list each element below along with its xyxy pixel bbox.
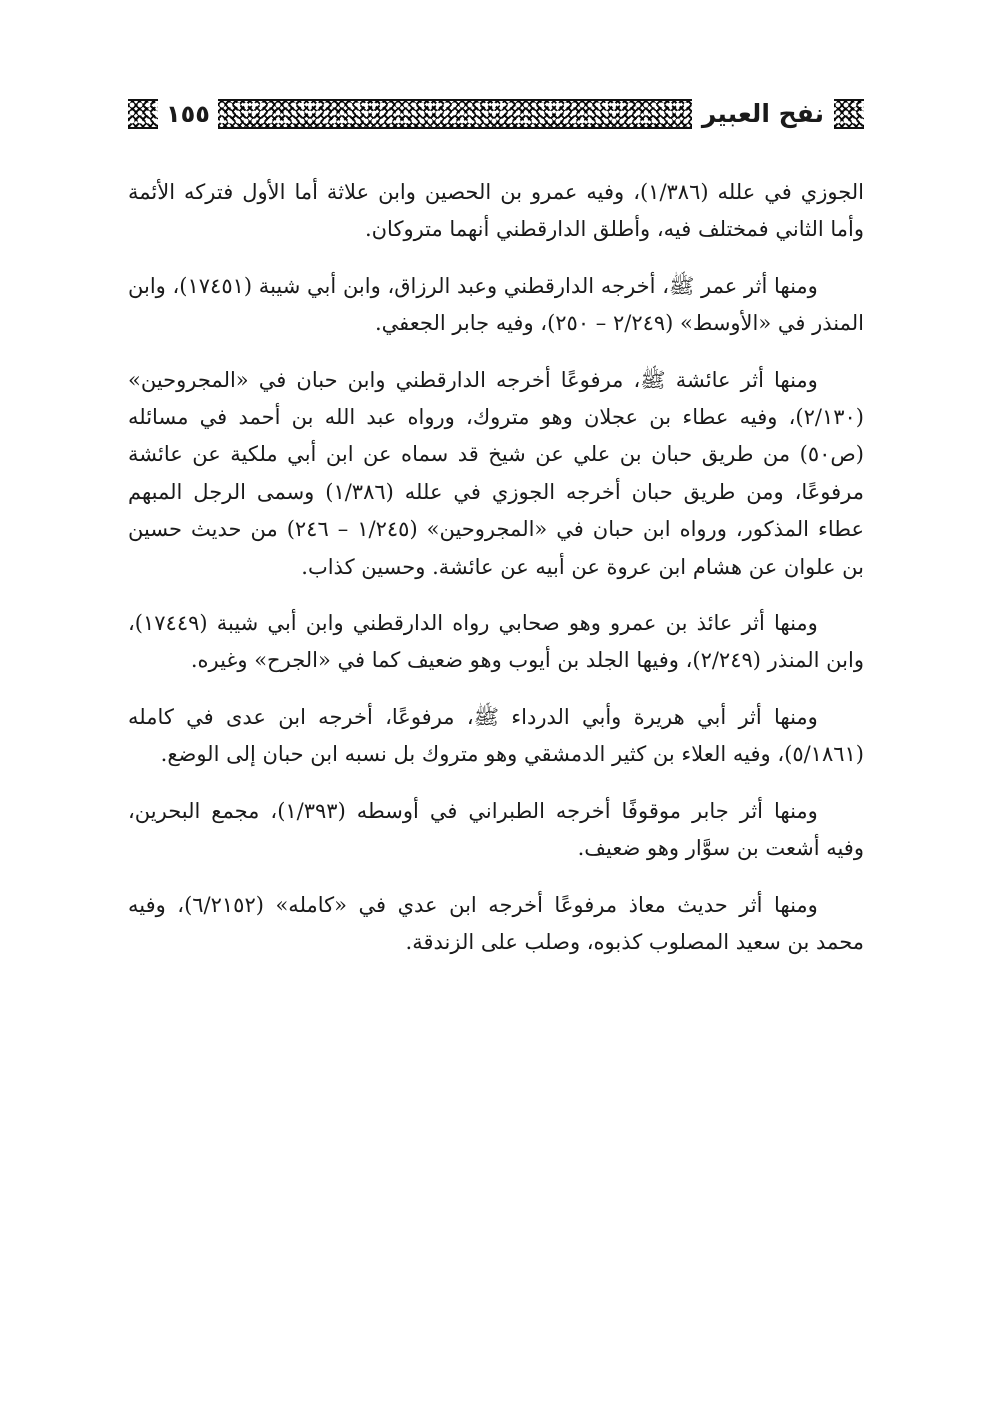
paragraph: ومنها أثر حديث معاذ مرفوعًا أخرجه ابن عدي في «كامله» (٦/٢١٥٢)، وفيه محمد بن سعيد المصلوب كذبوه، وصلب على الزندقة. xyxy=(128,892,864,954)
paragraph: ومنها أثر عمر ﷺ، أخرجه الدارقطني وعبد الرزاق، وابن أبي شيبة (١٧٤٥١)، وابن المنذر في «الأوسط» (٢/٢٤٩ – ٢٥٠)، وفيه جابر الجعفي. xyxy=(128,273,864,336)
header-ornament-right xyxy=(834,99,864,129)
header-title: نفح العبير xyxy=(701,99,824,128)
paragraph: ومنها أثر عائذ بن عمرو وهو صحابي رواه الدارقطني وابن أبي شيبة (١٧٤٤٩)، وابن المنذر (٢/٢٤٩)، وفيها الجلد بن أيوب وهو ضعيف كما في «الجرح» وغيره. xyxy=(128,611,864,673)
header-ornament-left xyxy=(128,99,158,129)
page-number: ١٥٥ xyxy=(166,100,210,128)
paragraph: ومنها أثر أبي هريرة وأبي الدرداء ﷺ، مرفوعًا، أخرجه ابن عدى في كامله (٥/١٨٦١)، وفيه العلاء بن كثير الدمشقي وهو متروك بل نسبه ابن حبان إلى الوضع. xyxy=(128,704,864,767)
paragraph: ومنها أثر عائشة ﷺ، مرفوعًا أخرجه الدارقطني وابن حبان في «المجروحين» (٢/١٣٠)، وفيه عطاء بن عجلان وهو متروك، ورواه عبد الله بن أحمد في مسائله (ص٥٠) من طريق حبان بن علي عن شيخ قد سماه عن ابن أبي ملكية عن عائشة مرفوعًا، ومن طريق حبان أخرجه الجوزي في علله (١/٣٨٦) وسمى الرجل المبهم عطاء المذكور، ورواه ابن حبان في «المجروحين» (١/٢٤٥ – ٢٤٦) من حديث حسين بن علوان عن هشام ابن عروة عن أبيه عن عائشة. وحسين كذاب. xyxy=(128,367,865,579)
paragraph: الجوزي في علله (١/٣٨٦)، وفيه عمرو بن الحصين وابن علاثة أما الأول فتركه الأئمة وأما الثاني فمختلف فيه، وأطلق الدارقطني أنهما متروكان. xyxy=(128,180,864,242)
page-body xyxy=(128,174,864,980)
running-header xyxy=(128,96,864,132)
paragraph: ومنها أثر جابر موقوفًا أخرجه الطبراني في أوسطه (١/٣٩٣)، مجمع البحرين، وفيه أشعت بن سوَّار وهو ضعيف. xyxy=(128,798,864,861)
header-ornament-band xyxy=(218,99,692,129)
